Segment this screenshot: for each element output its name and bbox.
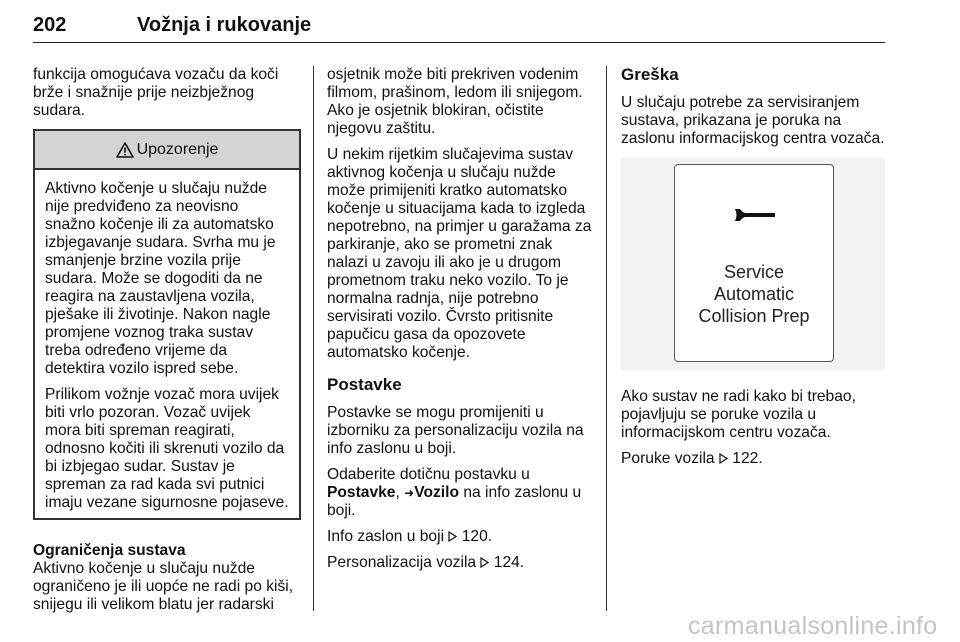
display-line: Collision Prep bbox=[698, 306, 810, 326]
reference-line bbox=[327, 528, 594, 546]
display-message bbox=[675, 261, 833, 327]
dic-display-illustration bbox=[621, 158, 885, 370]
reference-page: 122. bbox=[732, 450, 763, 467]
page-reference-arrow-icon bbox=[719, 453, 728, 464]
settings-path-text: Odaberite dotičnu postavku u Postavke, ➜Vozilo na info zaslonu u boji. bbox=[327, 466, 582, 519]
reference-line bbox=[621, 450, 885, 468]
settings-text: Postavke se mogu promijeniti u izborniku za personalizaciju vozila na info zaslonu u boji. bbox=[327, 404, 584, 457]
page-reference-arrow-icon bbox=[448, 531, 457, 542]
warning-paragraph: Prilikom vožnje vozač mora uvijek biti vrlo pozoran. Vozač uvijek mora biti spreman reagirati, odnosno kočiti ili skrenuti vozilo da bi izbjegao sudar. Sustav je spreman za rad kada svi putnici imaju vezane sigurnosne pojaseve. bbox=[45, 386, 289, 511]
limits-heading: Ograničenja sustava bbox=[33, 542, 186, 559]
page-reference-arrow-icon bbox=[480, 557, 489, 568]
warning-box bbox=[33, 129, 301, 520]
intro-text: funkcija omogućava vozaču da koči brže i snažnije prije neizbježnog sudara. bbox=[33, 66, 279, 119]
display-screen bbox=[674, 164, 834, 362]
watermark: carmanualsonline.info bbox=[688, 612, 938, 640]
reference-line bbox=[327, 554, 594, 572]
column-left bbox=[33, 66, 301, 622]
malfunction-text: Ako sustav ne radi kako bi trebao, pojavljuju se poruke vozila u informacijskom centru vozača. bbox=[621, 388, 856, 441]
reference-text: Poruke vozila bbox=[621, 450, 715, 467]
warning-title: Upozorenje bbox=[136, 140, 219, 158]
limits-text: Aktivno kočenje u slučaju nužde ograničeno je ili uopće ne radi po kiši, snijegu ili velikom blatu jer radarski bbox=[33, 560, 294, 613]
column-middle bbox=[327, 66, 594, 580]
column-divider bbox=[313, 66, 314, 611]
fault-text: U slučaju potrebe za servisiranjem sustava, prikazana je poruka na zaslonu informacijskog centra vozača. bbox=[621, 94, 885, 147]
fault-heading: Greška bbox=[621, 65, 679, 84]
column-right bbox=[621, 66, 885, 476]
settings-path-intro: Odaberite dotičnu postavku u bbox=[327, 466, 530, 483]
warning-triangle-icon bbox=[116, 142, 134, 158]
page-header bbox=[33, 8, 885, 43]
display-line: Automatic bbox=[713, 284, 795, 304]
warning-body bbox=[35, 170, 299, 518]
sensor-text: osjetnik može biti prekriven vodenim filmom, prašinom, ledom ili snijegom. Ako je osjetnik blokiran, očistite njegovu zaštitu. bbox=[327, 66, 583, 137]
submenu-arrow-icon: ➜ bbox=[404, 486, 415, 500]
display-line: Service bbox=[723, 262, 785, 282]
settings-heading: Postavke bbox=[327, 375, 402, 394]
reference-page: 120. bbox=[461, 528, 493, 545]
settings-path-end: na info zaslonu u boji. bbox=[327, 484, 582, 519]
reference-text: Personalizacija vozila bbox=[327, 554, 477, 571]
wrench-icon bbox=[733, 206, 777, 224]
settings-menu-label: Postavke bbox=[327, 484, 396, 501]
reference-page: 124. bbox=[493, 554, 525, 571]
vehicle-menu-label: Vozilo bbox=[414, 484, 459, 501]
false-braking-text: U nekim rijetkim slučajevima sustav aktivnog kočenja u slučaju nužde može primijeniti kratko automatsko kočenje u situacijama kada to izgleda nepotrebno, na primjer u garažama za parkiranje, ako se prometni znak nalazi u zavoju ili ako je u drugom prometnom traku neko vozilo. To je normalna radnja, nije potrebno servisirati vozilo. Čvrsto pritisnite papučicu gasa da opozovete automatsko kočenje. bbox=[327, 146, 592, 361]
column-divider bbox=[606, 66, 607, 611]
warning-header bbox=[35, 131, 299, 170]
page-number: 202 bbox=[33, 14, 67, 36]
chapter-title: Vožnja i rukovanje bbox=[137, 14, 312, 36]
reference-text: Info zaslon u boji bbox=[327, 528, 445, 545]
warning-paragraph: Aktivno kočenje u slučaju nužde nije predviđeno za neovisno snažno kočenje ili za automatsko izbjegavanje sudara. Svrha mu je smanjenje brzine vozila prije sudara. Može se dogoditi da ne reagira na zaustavljena vozila, pješake ili životinje. Nakon nagle promjene voznog traka sustav treba određeno vrijeme da detektira vozilo ispred sebe. bbox=[45, 180, 276, 377]
